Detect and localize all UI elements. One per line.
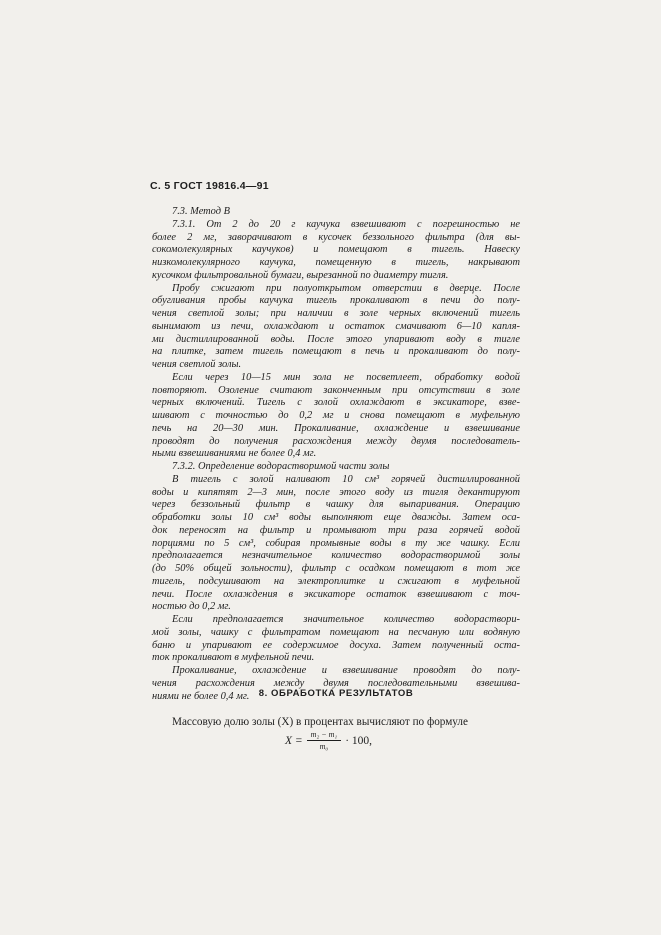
text-line: низкомолекулярного каучука, помещенную в тигель, накрывают [152, 257, 520, 268]
text-line: В тигель с золой наливают 10 см³ горячей дистиллированной [172, 473, 520, 485]
text-line: Если предполагается значительное количество водораствори- [172, 614, 520, 625]
formula-lhs: X = [285, 734, 303, 747]
text-line: Если через 10—15 мин зола не посветлеет, обработку водой [172, 371, 520, 383]
paragraph [152, 461, 520, 614]
text-line: тигель, подсушивают на электроплитке и сжигают в муфельной [152, 575, 520, 587]
text-line: предполагается незначительное количество водорастворимой золы [152, 550, 520, 562]
text-line: повторяют. Озоление считают законченным при отсутствии в золе [152, 384, 520, 396]
text-line: через беззольный фильтр в чашку для выпаривания. Операцию [152, 499, 520, 511]
paragraph [152, 614, 520, 665]
text-line: кусочком фильтровальной бумаги, вырезанной по диаметру тигля. [152, 269, 449, 281]
text-line: (до 50% общей зольности), фильтр с осадком помещают в тот же [152, 563, 520, 574]
method-b-text [152, 206, 520, 703]
formula-rhs: · 100, [345, 734, 373, 747]
result-line: Массовую долю золы (X) в процентах вычисляют по формуле [172, 716, 468, 728]
text-line: мой золы, чашку с фильтратом помещают на песчаную или водяную [152, 626, 520, 638]
text-line: Пробу сжигают при полуоткрытом отверстии в дверце. После [172, 282, 520, 294]
result-paragraph [152, 716, 520, 728]
text-line: док переносят на фильтр и промывают три раза горячей водой [152, 524, 520, 536]
paragraph [152, 283, 520, 372]
text-line: баню и упаривают ее содержимое досуха. Затем полученный остa- [152, 639, 520, 651]
ash-formula [285, 730, 372, 751]
text-line: 7.3.1. От 2 до 20 г каучука взвешивают с погрешностью не [172, 218, 520, 230]
text-line: более 2 мг, заворачивают в кусочек беззольного фильтра (для вы- [152, 231, 520, 243]
paragraph [152, 219, 520, 283]
text-line: проводят до получения расхождения между двумя последователь- [152, 435, 520, 447]
formula-numerator: m₂ − m₁ [307, 730, 342, 741]
formula-denominator: m₀ [319, 742, 329, 751]
text-line: ниями не более 0,4 мг. [152, 690, 250, 702]
text-line: ток прокаливают в муфельной печи. [152, 652, 315, 664]
text-line: Прокаливание, охлаждение и взвешивание проводят до полу- [172, 665, 520, 676]
text-line: шивают с точностью до 0,2 мг и снова помещают в муфельную [152, 410, 520, 421]
formula-fraction [307, 730, 342, 751]
text-line: чения светлой золы. [152, 359, 242, 370]
text-line: воды и кипятят 2—3 мин, после этого воду из тигля декантируют [152, 486, 520, 498]
text-line: на плитке, затем тигель помещают в печь и прокаливают до полу- [152, 346, 520, 358]
section-title: 8. ОБРАБОТКА РЕЗУЛЬТАТОВ [258, 688, 414, 699]
paragraph [152, 206, 520, 219]
page-header: С. 5 ГОСТ 19816.4—91 [150, 180, 269, 192]
text-line: ными взвешиваниями не более 0,4 мг. [152, 448, 317, 460]
text-line: порциями по 5 см³, собирая промывные воды в ту же чашку. Если [152, 537, 520, 549]
text-line: чения расхождения между двумя последовательными взвешива- [152, 677, 520, 689]
text-line: обработки золы 10 см³ воды выполняют еще дважды. Затем оса- [152, 512, 520, 523]
text-line: вынимают из печи, охлаждают и остаток смачивают 6—10 капля- [152, 320, 520, 332]
text-line: ностью до 0,2 мг. [152, 601, 231, 613]
text-line: обугливания пробы каучука тигель прокаливают в печи до полу- [152, 295, 520, 307]
text-line: ми дистиллированной воды. После этого упаривают воду в тигле [152, 333, 520, 345]
text-line: черных включений. Тигель с золой охлаждают в эксикаторе, взве- [152, 397, 520, 409]
text-line: печи. После охлаждения в эксикаторе остаток взвешивают с точ- [152, 588, 520, 600]
paragraph [152, 372, 520, 461]
text-line: 7.3. Метод В [172, 206, 230, 217]
text-line: печь на 20—30 мин. Прокаливание, охлаждение и взвешивание [152, 422, 520, 434]
text-line: сокомолекулярных каучуков) и помещают в тигель. Навеску [152, 244, 520, 256]
text-line: 7.3.2. Определение водорастворимой части золы [172, 461, 390, 472]
text-line: чения светлой золы; при наличии в золе черных включений тигель [152, 308, 520, 319]
